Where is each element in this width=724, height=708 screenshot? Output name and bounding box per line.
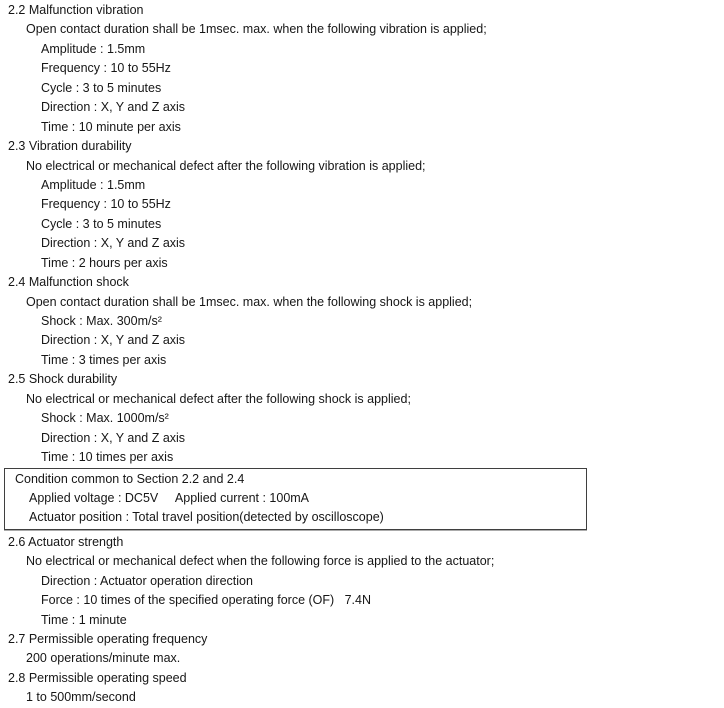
spec-line-cycle: Cycle : 3 to 5 minutes — [41, 216, 162, 231]
section-2-4-condition: Open contact duration shall be 1msec. max. when the following shock is applied; — [26, 294, 473, 309]
section-2-7-heading: 2.7 Permissible operating frequency — [8, 632, 208, 646]
spec-line-frequency-max: 200 operations/minute max. — [26, 651, 181, 666]
spec-line-force: Force : 10 times of the specified operating force (OF) 7.4N — [41, 593, 372, 608]
section-2-6-heading: 2.6 Actuator strength — [8, 534, 124, 549]
spec-line-direction: Direction : X, Y and Z axis — [41, 430, 186, 445]
spec-line-time: Time : 1 minute — [41, 612, 127, 627]
spec-line-cycle: Cycle : 3 to 5 minutes — [41, 80, 162, 95]
section-2-8-heading: 2.8 Permissible operating speed — [8, 670, 187, 685]
spec-line-amplitude: Amplitude : 1.5mm — [41, 177, 146, 192]
condition-box-title: Condition common to Section 2.2 and 2.4 — [15, 471, 245, 486]
spec-line-direction: Direction : X, Y and Z axis — [41, 100, 186, 115]
section-2-4-heading: 2.4 Malfunction shock — [8, 275, 129, 290]
spec-line-direction: Direction : X, Y and Z axis — [41, 333, 186, 348]
spec-line-speed-range: 1 to 500mm/second — [26, 690, 136, 705]
post-box-sections — [0, 533, 724, 708]
section-2-2-heading: 2.2 Malfunction vibration — [8, 3, 144, 17]
spec-line-frequency: Frequency : 10 to 55Hz — [41, 61, 171, 76]
condition-box — [4, 468, 587, 530]
condition-box-actuator-position: Actuator position : Total travel position(detected by oscilloscope) — [29, 510, 384, 525]
section-2-5-heading: 2.5 Shock durability — [8, 372, 118, 387]
spec-line-direction: Direction : X, Y and Z axis — [41, 236, 186, 251]
spec-line-shock: Shock : Max. 300m/s² — [41, 314, 162, 328]
spec-line-time: Time : 2 hours per axis — [41, 255, 168, 270]
section-2-3-heading: 2.3 Vibration durability — [8, 139, 132, 154]
spec-line-time: Time : 10 minute per axis — [41, 119, 181, 134]
section-2-6-condition: No electrical or mechanical defect when the following force is applied to the actuator; — [26, 554, 495, 569]
spec-line-time: Time : 10 times per axis — [41, 450, 174, 465]
spec-line-amplitude: Amplitude : 1.5mm — [41, 41, 146, 56]
spec-line-shock: Shock : Max. 1000m/s² — [41, 411, 169, 426]
section-2-2-condition: Open contact duration shall be 1msec. max. when the following vibration is applied; — [26, 22, 487, 37]
spec-line-frequency: Frequency : 10 to 55Hz — [41, 197, 171, 212]
spec-line-direction: Direction : Actuator operation direction — [41, 573, 253, 588]
condition-box-voltage-current: Applied voltage : DC5V Applied current : 100mA — [29, 490, 310, 505]
section-2-3-condition: No electrical or mechanical defect after the following vibration is applied; — [26, 158, 426, 173]
section-2-5-condition: No electrical or mechanical defect after the following shock is applied; — [26, 391, 411, 406]
spec-line-time: Time : 3 times per axis — [41, 352, 167, 367]
